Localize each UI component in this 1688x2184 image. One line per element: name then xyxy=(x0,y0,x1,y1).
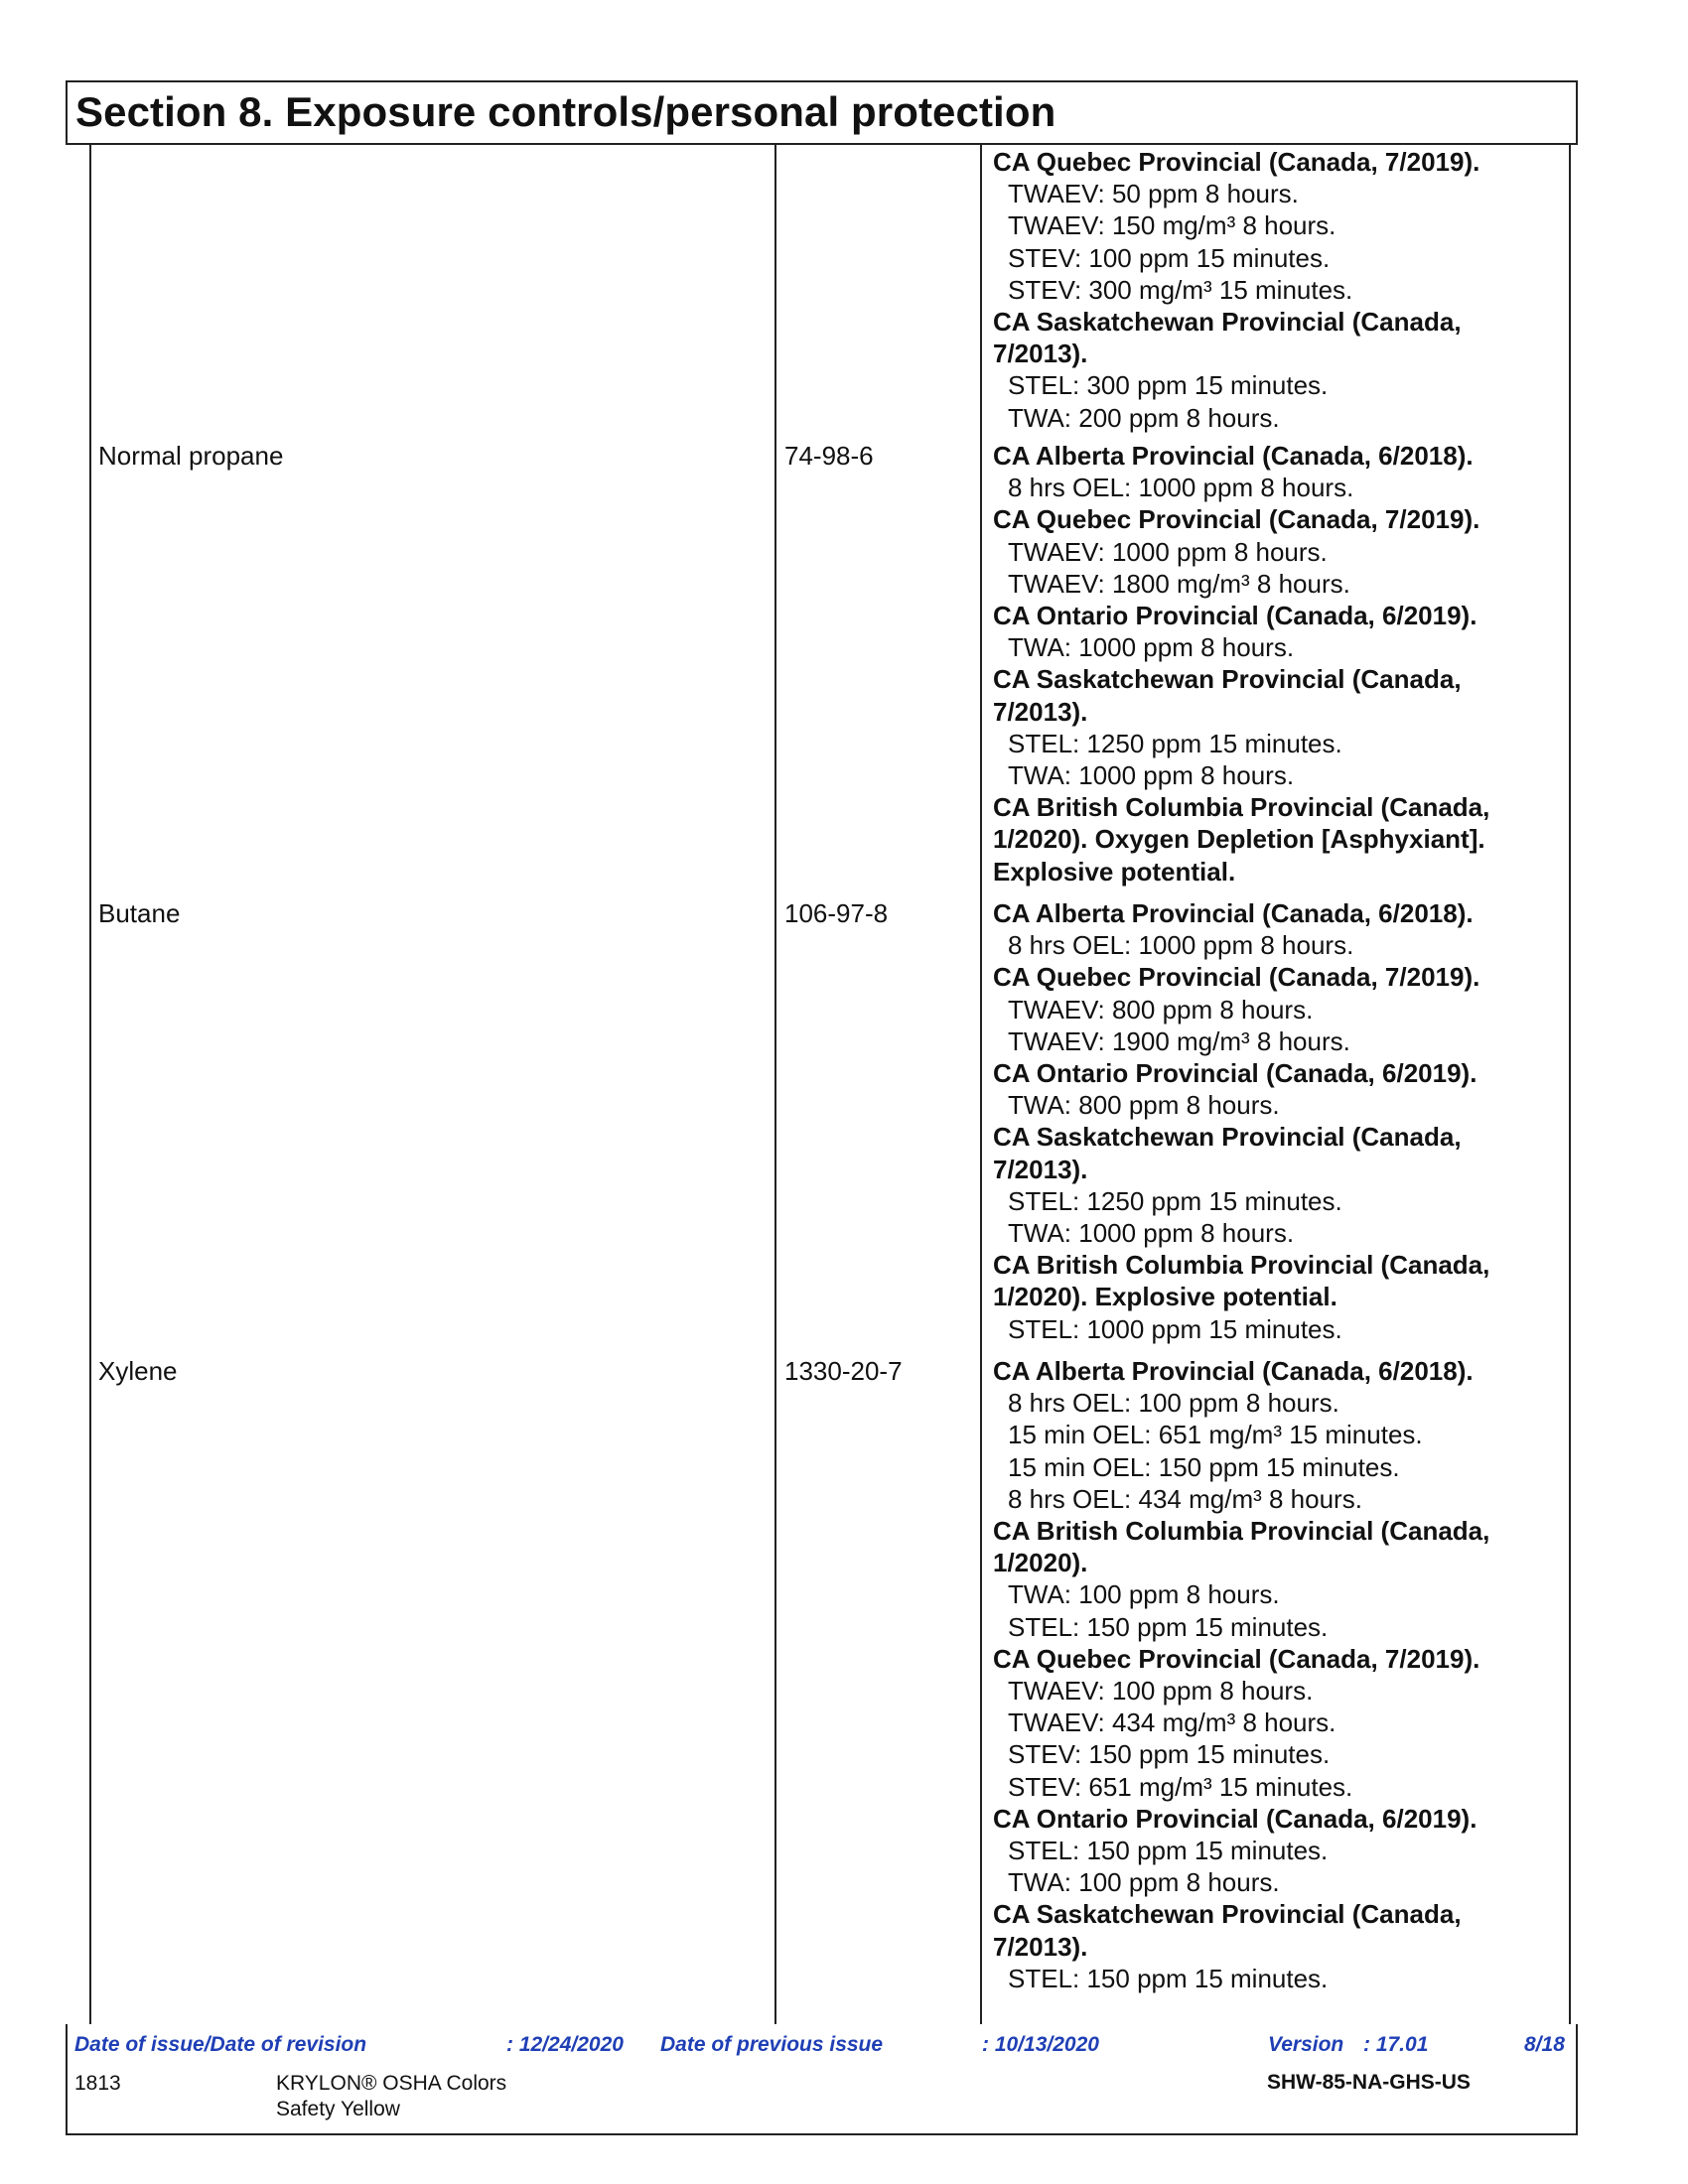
limit-value: TWAEV: 434 mg/m³ 8 hours. xyxy=(1008,1707,1336,1738)
issue-date-label: Date of issue/Date of revision xyxy=(74,2033,367,2056)
exposure-limits xyxy=(993,146,1549,434)
version-label: Version xyxy=(1268,2033,1344,2056)
limit-block xyxy=(993,600,1549,663)
previous-issue-label: Date of previous issue xyxy=(660,2033,884,2056)
ingredient-name: Normal propane xyxy=(98,441,284,471)
limit-block xyxy=(993,1355,1549,1515)
limit-value: STEL: 1250 ppm 15 minutes. xyxy=(1008,728,1342,758)
limit-block xyxy=(993,791,1549,887)
limit-value: TWAEV: 1800 mg/m³ 8 hours. xyxy=(1008,568,1350,599)
jurisdiction-heading: CA Ontario Provincial (Canada, 6/2019). xyxy=(993,1803,1477,1834)
limit-block xyxy=(993,440,1549,503)
jurisdiction-heading: CA Alberta Provincial (Canada, 6/2018). xyxy=(993,1356,1474,1386)
page-number: 8/18 xyxy=(1524,2033,1565,2056)
jurisdiction-heading: CA Quebec Provincial (Canada, 7/2019). xyxy=(993,1643,1480,1674)
limit-value: TWA: 1000 ppm 8 hours. xyxy=(1008,760,1295,791)
limit-value: TWAEV: 100 ppm 8 hours. xyxy=(1008,1676,1314,1706)
jurisdiction-heading: CA British Columbia Provincial (Canada, 1/2020). xyxy=(993,1516,1490,1578)
limit-value: STEL: 1000 ppm 15 minutes. xyxy=(1008,1313,1342,1344)
limit-value: STEV: 150 ppm 15 minutes. xyxy=(1008,1739,1331,1770)
column-divider-2 xyxy=(980,145,982,2024)
limit-block xyxy=(993,663,1549,791)
page-footer xyxy=(66,2024,1578,2135)
jurisdiction-heading: CA Quebec Provincial (Canada, 7/2019). xyxy=(993,504,1480,535)
limit-block xyxy=(993,1643,1549,1803)
limit-value: 8 hrs OEL: 1000 ppm 8 hours. xyxy=(1008,473,1354,503)
limit-value: 8 hrs OEL: 1000 ppm 8 hours. xyxy=(1008,930,1354,961)
limit-value: 15 min OEL: 651 mg/m³ 15 minutes. xyxy=(1008,1420,1423,1450)
limit-value: 8 hrs OEL: 100 ppm 8 hours. xyxy=(1008,1388,1339,1419)
jurisdiction-heading: CA Quebec Provincial (Canada, 7/2019). xyxy=(993,962,1480,993)
limit-value: STEL: 150 ppm 15 minutes. xyxy=(1008,1836,1329,1866)
ingredient-name: Xylene xyxy=(98,1356,178,1386)
jurisdiction-heading: CA Alberta Provincial (Canada, 6/2018). xyxy=(993,898,1474,928)
jurisdiction-heading: CA Saskatchewan Provincial (Canada, 7/2013). xyxy=(993,664,1462,727)
limit-value: TWAEV: 1900 mg/m³ 8 hours. xyxy=(1008,1025,1350,1056)
limit-value: STEL: 150 ppm 15 minutes. xyxy=(1008,1611,1329,1642)
limit-value: TWA: 800 ppm 8 hours. xyxy=(1008,1090,1280,1121)
section-header xyxy=(66,80,1578,145)
limit-value: 15 min OEL: 150 ppm 15 minutes. xyxy=(1008,1451,1400,1482)
limit-block xyxy=(993,306,1549,434)
limit-value: STEL: 150 ppm 15 minutes. xyxy=(1008,1963,1329,1993)
limit-value: TWA: 200 ppm 8 hours. xyxy=(1008,402,1280,433)
product-name: KRYLON® OSHA Colors xyxy=(276,2072,507,2095)
limit-value: TWA: 100 ppm 8 hours. xyxy=(1008,1579,1280,1610)
limit-block xyxy=(993,1121,1549,1249)
limit-block xyxy=(993,146,1549,306)
limit-value: STEV: 651 mg/m³ 15 minutes. xyxy=(1008,1771,1353,1802)
limit-value: TWAEV: 50 ppm 8 hours. xyxy=(1008,179,1299,209)
exposure-limits xyxy=(993,440,1549,887)
limit-block xyxy=(993,1803,1549,1899)
cas-number: 106-97-8 xyxy=(784,898,889,928)
jurisdiction-heading: CA Saskatchewan Provincial (Canada, 7/2013). xyxy=(993,1899,1462,1962)
limit-value: STEL: 1250 ppm 15 minutes. xyxy=(1008,1185,1342,1216)
limit-value: STEV: 300 mg/m³ 15 minutes. xyxy=(1008,274,1353,305)
jurisdiction-heading: CA Saskatchewan Provincial (Canada, 7/2013). xyxy=(993,307,1462,369)
limit-value: TWAEV: 1000 ppm 8 hours. xyxy=(1008,536,1328,567)
limit-block xyxy=(993,897,1549,961)
version-value: : 17.01 xyxy=(1363,2033,1429,2056)
cas-number: 74-98-6 xyxy=(784,441,874,471)
limit-value: STEV: 100 ppm 15 minutes. xyxy=(1008,242,1331,273)
jurisdiction-heading: CA Saskatchewan Provincial (Canada, 7/2013). xyxy=(993,1122,1462,1184)
column-divider-1 xyxy=(774,145,776,2024)
jurisdiction-heading: CA Quebec Provincial (Canada, 7/2019). xyxy=(993,147,1480,177)
table-border-left xyxy=(89,145,91,2024)
product-code: 1813 xyxy=(74,2072,121,2095)
limit-block xyxy=(993,503,1549,600)
ingredient-name: Butane xyxy=(98,898,181,928)
cas-number: 1330-20-7 xyxy=(784,1356,903,1386)
limit-value: TWA: 1000 ppm 8 hours. xyxy=(1008,632,1295,663)
exposure-limits xyxy=(993,897,1549,1345)
jurisdiction-heading: CA British Columbia Provincial (Canada, 1/2020). Oxygen Depletion [Asphyxiant]. Explosive potential. xyxy=(993,792,1490,887)
issue-date-value: : 12/24/2020 xyxy=(506,2033,624,2056)
limit-value: TWA: 100 ppm 8 hours. xyxy=(1008,1867,1280,1898)
limit-block xyxy=(993,1057,1549,1121)
exposure-limits xyxy=(993,1355,1549,1994)
limit-value: TWAEV: 800 ppm 8 hours. xyxy=(1008,994,1314,1024)
document-id: SHW-85-NA-GHS-US xyxy=(1267,2071,1471,2094)
previous-issue-value: : 10/13/2020 xyxy=(982,2033,1099,2056)
limit-block xyxy=(993,1249,1549,1345)
jurisdiction-heading: CA Ontario Provincial (Canada, 6/2019). xyxy=(993,1058,1477,1089)
limit-value: TWA: 1000 ppm 8 hours. xyxy=(1008,1218,1295,1249)
limit-value: 8 hrs OEL: 434 mg/m³ 8 hours. xyxy=(1008,1483,1362,1514)
product-color: Safety Yellow xyxy=(276,2098,400,2120)
limit-block xyxy=(993,1515,1549,1643)
limit-value: TWAEV: 150 mg/m³ 8 hours. xyxy=(1008,210,1336,241)
limit-block xyxy=(993,1898,1549,1994)
jurisdiction-heading: CA Alberta Provincial (Canada, 6/2018). xyxy=(993,441,1474,471)
limit-block xyxy=(993,961,1549,1057)
section-title: Section 8. Exposure controls/personal protection xyxy=(75,88,1056,135)
jurisdiction-heading: CA British Columbia Provincial (Canada, 1/2020). Explosive potential. xyxy=(993,1250,1490,1312)
jurisdiction-heading: CA Ontario Provincial (Canada, 6/2019). xyxy=(993,601,1477,631)
table-border-right xyxy=(1569,145,1571,2024)
limit-value: STEL: 300 ppm 15 minutes. xyxy=(1008,370,1329,401)
